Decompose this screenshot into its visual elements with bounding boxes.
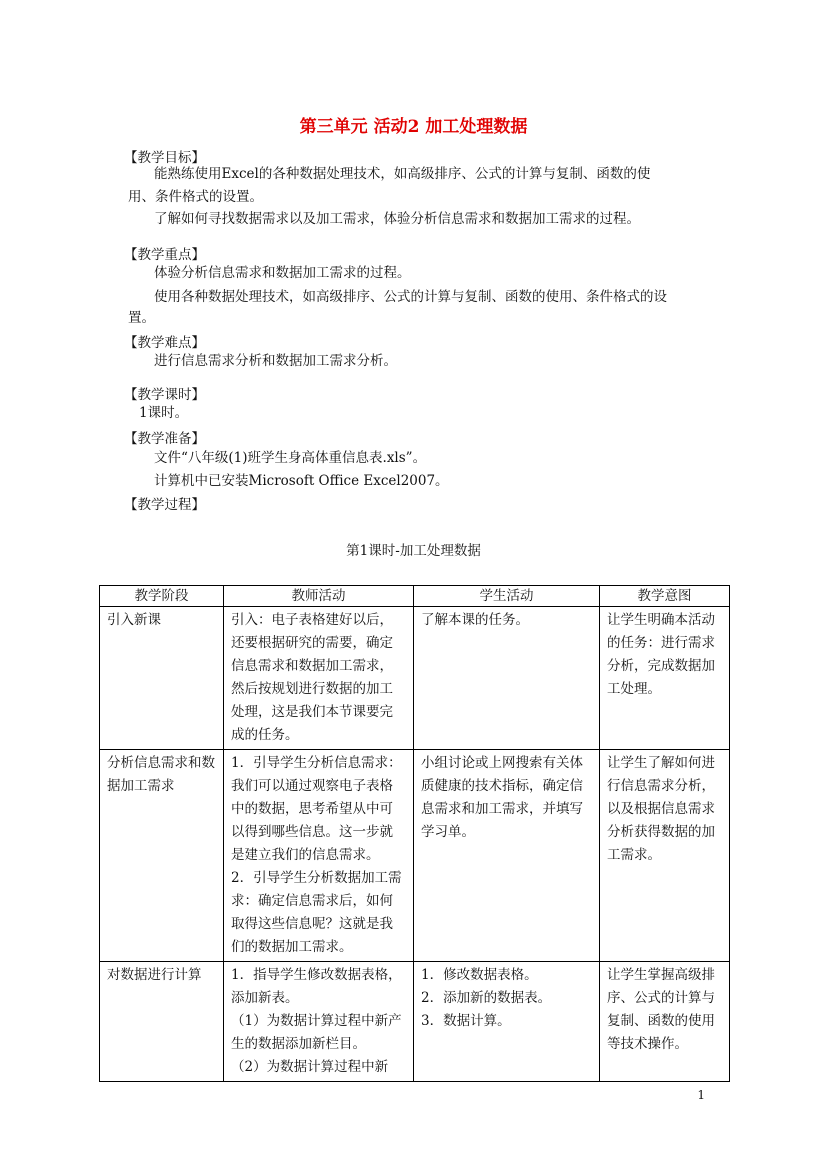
student-paragraph: 2．添加新的数据表。: [421, 990, 552, 1006]
difficulty-line-1: 进行信息需求分析和数据加工需求分析。: [154, 353, 397, 369]
preparation-line-1: 文件“八年级(1)班学生身高体重信息表.xls”。: [154, 450, 427, 466]
document-title: 第三单元 活动2 加工处理数据: [299, 117, 528, 137]
table-row: [100, 607, 730, 750]
table-row: [100, 962, 730, 1082]
teacher-paragraph: 1．指导学生修改数据表格，添加新表。: [231, 967, 402, 1006]
stage-cell: 引入新课: [100, 607, 224, 750]
key-point-line-2: 使用各种数据处理技术，如高级排序、公式的计算与复制、函数的使用、条件格式的设: [154, 289, 667, 305]
lesson-table: [99, 585, 730, 1082]
teacher-paragraph: 引入：电子表格建好以后，还要根据研究的需要，确定信息需求和数据加工需求，然后按规划进行数据的加工处理，这是我们本节课要完成的任务。: [231, 612, 393, 743]
student-paragraph: 1．修改数据表格。: [421, 967, 538, 983]
objective-line-2: 用、条件格式的设置。: [128, 189, 263, 205]
preparation-heading: 【教学准备】: [124, 431, 205, 447]
intent-cell: 让学生明确本活动的任务：进行需求分析，完成数据加工处理。: [600, 607, 730, 750]
table-caption: 第1课时-加工处理数据: [346, 543, 481, 559]
header-intent: 教学意图: [600, 586, 730, 607]
objectives-heading: 【教学目标】: [124, 150, 205, 166]
key-point-line-3: 置。: [128, 310, 155, 326]
intent-cell: 让学生掌握高级排序、公式的计算与复制、函数的使用等技术操作。: [600, 962, 730, 1082]
preparation-line-2: 计算机中已安装Microsoft Office Excel2007。: [154, 473, 449, 489]
teacher-paragraph: 1．引导学生分析信息需求：我们可以通过观察电子表格中的数据，思考希望从中可以得到哪些信息。这一步就是建立我们的信息需求。: [231, 755, 402, 863]
table-header-row: [100, 586, 730, 607]
student-paragraph: 小组讨论或上网搜索有关体质健康的技术指标，确定信息需求和加工需求，并填写学习单。: [421, 755, 583, 840]
header-stage: 教学阶段: [100, 586, 224, 607]
objective-line-3: 了解如何寻找数据需求以及加工需求，体验分析信息需求和数据加工需求的过程。: [154, 211, 640, 227]
student-paragraph: 3．数据计算。: [421, 1013, 511, 1029]
stage-cell: 对数据进行计算: [100, 962, 224, 1082]
header-teacher: 教师活动: [224, 586, 414, 607]
process-heading: 【教学过程】: [124, 497, 205, 513]
header-student: 学生活动: [414, 586, 600, 607]
table-row: [100, 750, 730, 962]
teacher-cell: [224, 962, 414, 1082]
difficulties-heading: 【教学难点】: [124, 335, 205, 351]
stage-cell: 分析信息需求和数据加工需求: [100, 750, 224, 962]
key-points-heading: 【教学重点】: [124, 247, 205, 263]
key-point-line-1: 体验分析信息需求和数据加工需求的过程。: [154, 265, 411, 281]
teacher-cell: [224, 607, 414, 750]
student-cell: [414, 962, 600, 1082]
student-cell: [414, 607, 600, 750]
hours-heading: 【教学课时】: [124, 387, 205, 403]
hours-line-1: 1课时。: [139, 405, 189, 421]
teacher-paragraph: （1）为数据计算过程中新产生的数据添加新栏目。: [231, 1013, 402, 1052]
student-cell: [414, 750, 600, 962]
teacher-paragraph: （2）为数据计算过程中新: [231, 1059, 389, 1075]
page-number: 1: [697, 1088, 705, 1102]
teacher-cell: [224, 750, 414, 962]
teacher-paragraph: 2．引导学生分析数据加工需求：确定信息需求后，如何取得这些信息呢？这就是我们的数据加工需求。: [231, 870, 402, 955]
student-paragraph: 了解本课的任务。: [421, 612, 529, 628]
intent-cell: 让学生了解如何进行信息需求分析，以及根据信息需求分析获得数据的加工需求。: [600, 750, 730, 962]
objective-line-1: 能熟练使用Excel的各种数据处理技术，如高级排序、公式的计算与复制、函数的使: [154, 166, 651, 182]
